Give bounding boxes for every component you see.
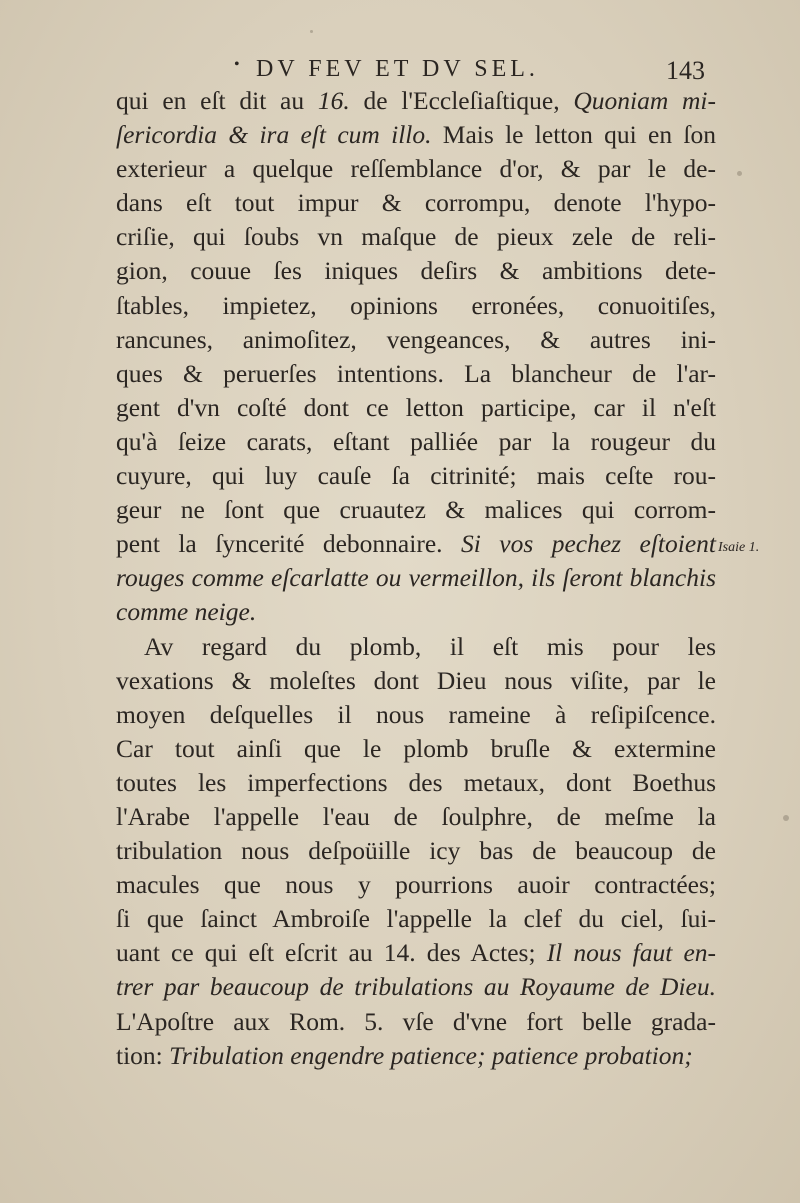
text-line <box>116 323 716 357</box>
text-run: comme neige. <box>116 597 257 627</box>
text-run: geur ne ſont que cruautez & malices qui corrom- <box>116 495 716 525</box>
text-line <box>116 902 716 936</box>
text-line <box>116 732 716 766</box>
text-run: 16. <box>317 86 350 115</box>
text-run: L'Apoſtre aux Rom. 5. vſe d'vne fort belle grada- <box>116 1006 716 1036</box>
text-line <box>116 289 716 323</box>
paper-speck <box>737 171 742 176</box>
text-run: exterieur a quelque reſſemblance d'or, & par le de- <box>116 154 716 184</box>
text-line <box>116 152 716 186</box>
text-run: dans eſt tout impur & corrompu, denote l'hypo- <box>116 188 716 218</box>
text-line <box>116 698 716 732</box>
text-line <box>116 766 716 800</box>
text-line <box>116 425 716 459</box>
text-line <box>116 630 716 664</box>
text-line <box>116 459 716 493</box>
text-run: tribulation nous deſpoüille icy bas de beaucoup de <box>116 836 716 866</box>
text-line <box>116 1039 716 1073</box>
text-run: ſi que ſainct Ambroiſe l'appelle la clef du ciel, ſui- <box>116 904 716 934</box>
text-run: rouges comme eſcarlatte ou vermeillon, ils ſeront blanchis <box>116 563 716 593</box>
text-run: qui en eſt dit au <box>116 86 318 115</box>
text-run: gent d'vn coſté dont ce letton participe, car il n'eſt <box>116 392 716 422</box>
text-run: l'Arabe l'appelle l'eau de ſoulphre, de meſme la <box>116 801 716 831</box>
running-head: • DV FEV ET DV SEL. <box>256 56 539 83</box>
text-run: Mais le letton qui en ſon <box>431 120 716 150</box>
text-run: moyen deſquelles il nous rameine à reſipiſcence. <box>116 699 716 729</box>
text-run: de l'Eccleſiaſtique, <box>349 86 574 115</box>
paper-speck <box>310 30 313 33</box>
text-run: toutes les imperfections des metaux, dont Boethus <box>116 767 716 797</box>
text-line <box>116 84 716 118</box>
text-run: Av regard du plomb, il eſt mis pour les <box>144 631 716 661</box>
text-run: pent la ſyncerité debonnaire. <box>116 529 461 559</box>
text-run: ſericordia & ira eſt cum illo. <box>116 120 432 150</box>
text-line <box>116 254 716 288</box>
text-run: vexations & moleſtes dont Dieu nous viſite, par le <box>116 665 716 695</box>
text-line <box>116 493 716 527</box>
text-run: Si vos pechez eſtoient <box>460 529 716 559</box>
text-run: tion: <box>116 1040 170 1070</box>
text-line <box>116 220 716 254</box>
text-run: trer par beaucoup de tribulations au Royaume de Dieu. <box>116 972 716 1002</box>
text-run: ſtables, impietez, opinions erronées, conuoitiſes, <box>116 290 716 320</box>
text-line <box>116 186 716 220</box>
paper-speck <box>783 815 789 821</box>
page-number: 143 <box>666 56 705 85</box>
text-line <box>116 595 716 629</box>
text-line <box>116 1005 716 1039</box>
text-run: Il nous faut en- <box>546 938 717 968</box>
text-run: gion, couue ſes iniques deſirs & ambitions dete- <box>116 256 716 286</box>
text-run: criſie, qui ſoubs vn maſque de pieux zele de reli- <box>116 222 716 252</box>
text-line <box>116 118 716 152</box>
text-run: Car tout ainſi que le plomb bruſle & extermine <box>116 733 716 763</box>
margin-note: Isaie 1. <box>718 540 760 555</box>
body-text <box>116 84 716 1073</box>
text-line <box>116 834 716 868</box>
text-line <box>116 664 716 698</box>
text-line <box>116 357 716 391</box>
text-run: rancunes, animoſitez, vengeances, & autres ini- <box>116 324 716 354</box>
text-line <box>116 970 716 1004</box>
text-line <box>116 868 716 902</box>
text-run: qu'à ſeize carats, eſtant palliée par la rougeur du <box>116 426 716 456</box>
text-run: Tribulation engendre patience; patience probation; <box>169 1040 693 1070</box>
text-line <box>116 391 716 425</box>
text-run: Quoniam mi- <box>573 86 716 115</box>
text-run: uant ce qui eſt eſcrit au 14. des Actes; <box>116 938 547 968</box>
text-run: macules que nous y pourrions auoir contractées; <box>116 870 716 900</box>
text-line <box>116 936 716 970</box>
text-run: ques & peruerſes intentions. La blancheur de l'ar- <box>116 358 716 388</box>
text-line <box>116 561 716 595</box>
text-line <box>116 527 716 561</box>
text-run: cuyure, qui luy cauſe ſa citrinité; mais ceſte rou- <box>116 461 716 491</box>
text-line <box>116 800 716 834</box>
